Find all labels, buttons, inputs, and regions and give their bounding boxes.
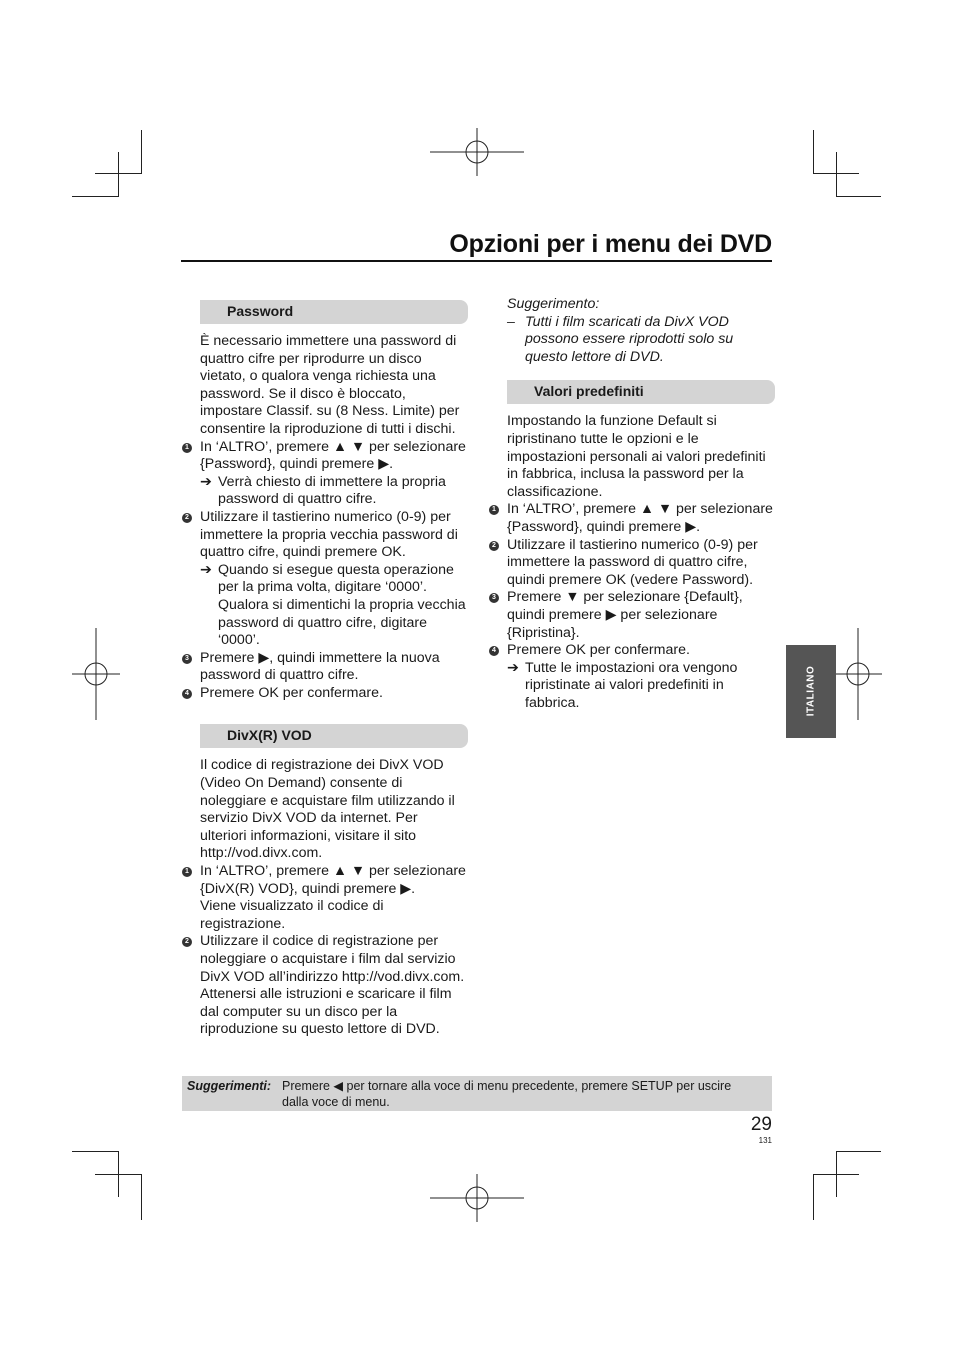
- section-header-password: Password: [200, 300, 468, 324]
- step-text: Premere OK per confermare.: [507, 642, 690, 659]
- result-text: Tutte le impostazioni ora vengono ripristinate ai valori predefiniti in fabbrica.: [525, 659, 738, 711]
- registration-mark-left: [72, 628, 120, 720]
- step-text: Utilizzare il tastierino numerico (0-9) per immettere la propria vecchia password di quattro cifre, quindi premere OK.: [200, 508, 458, 561]
- left-column: [182, 300, 468, 1039]
- tip-text: Tutti i film scaricati da DivX VOD possono essere riprodotti solo su questo lettore di DVD.: [525, 313, 734, 365]
- registration-mark-top: [430, 128, 524, 176]
- section-header-divx: DivX(R) VOD: [200, 724, 468, 748]
- divx-step-2: [182, 933, 468, 1039]
- arrow-right-icon: ➔: [200, 473, 212, 490]
- page-number: 29: [750, 1114, 772, 1135]
- tips-label: Suggerimenti:: [187, 1079, 272, 1093]
- defaults-step-3: [489, 589, 775, 642]
- divx-step-1: [182, 863, 468, 898]
- defaults-step-1: [489, 501, 775, 536]
- arrow-right-icon: ➔: [200, 561, 212, 578]
- step-text: Utilizzare il tastierino numerico (0-9) per immettere la password di quattro cifre, quindi premere OK (vedere Password).: [507, 536, 758, 588]
- password-step-4: [182, 685, 468, 703]
- title-rule: [181, 260, 772, 262]
- step-number-icon: 1: [182, 867, 192, 877]
- step-text: Premere ▶, quindi immettere la nuova password di quattro cifre.: [200, 649, 440, 684]
- step-text: Premere ▼ per selezionare {Default}, quindi premere ▶ per selezionare {Ripristina}.: [507, 589, 743, 641]
- tip-item: [489, 314, 775, 367]
- password-intro: È necessario immettere una password di quattro cifre per riprodurre un disco vietato, o qualora venga richiesta una password. Se il disco è bloccato, impostare Classif. su (8 Ness. Limite) per consentire la riproduzione di tutti i dischi.: [200, 333, 460, 437]
- step-number-icon: 4: [182, 689, 192, 699]
- language-tab-label: ITALIANO: [805, 665, 817, 717]
- password-step-2-result: [182, 562, 468, 650]
- right-column: [489, 296, 775, 712]
- defaults-intro: Impostando la funzione Default si ripristinano tutte le opzioni e le impostazioni personali ai valori predefiniti in fabbrica, inclusa la password per la classificazione.: [507, 413, 766, 500]
- step-text: Utilizzare il codice di registrazione per noleggiare o acquistare i film dal servizio DivX VOD all’indirizzo http://vod.divx.com. Attenersi alle istruzioni e scaricare il film dal computer su un disco per la riproduzione su questo lettore di DVD.: [200, 933, 465, 1038]
- result-text: Quando si esegue questa operazione per la prima volta, digitare ‘0000’. Qualora si dimentichi la propria vecchia password di quattro cifre, digitare ‘0000’.: [218, 561, 466, 649]
- step-number-icon: 1: [182, 443, 192, 453]
- arrow-right-icon: ➔: [507, 659, 519, 676]
- defaults-step-2: [489, 537, 775, 590]
- divx-intro: Il codice di registrazione dei DivX VOD (Video On Demand) consente di noleggiare e acquistare film utilizzando il servizio DivX VOD da internet. Per ulteriori informazioni, visitare il sito http://vod.divx.com.: [200, 757, 455, 862]
- step-text: In ‘ALTRO’, premere ▲ ▼ per selezionare {Password}, quindi premere ▶.: [507, 501, 773, 535]
- step-text: Premere OK per confermare.: [200, 684, 383, 701]
- page-title: Opzioni per i menu dei DVD: [449, 230, 772, 258]
- divx-step-1-note: Viene visualizzato il codice di registrazione.: [200, 898, 384, 932]
- tips-bar: [182, 1076, 772, 1111]
- step-number-icon: 2: [182, 937, 192, 947]
- language-tab: [786, 645, 836, 738]
- password-step-1-result: [182, 474, 468, 509]
- dash-glyph: –: [507, 313, 515, 330]
- step-number-icon: 4: [489, 646, 499, 656]
- defaults-step-4: [489, 642, 775, 660]
- section-header-defaults: Valori predefiniti: [507, 380, 775, 404]
- password-step-2: [182, 509, 468, 562]
- password-step-3: [182, 650, 468, 685]
- password-step-1: [182, 439, 468, 474]
- defaults-step-4-result: [489, 660, 775, 713]
- result-text: Verrà chiesto di immettere la propria password di quattro cifre.: [218, 473, 446, 508]
- step-number-icon: 3: [182, 654, 192, 664]
- tips-text: Premere ◀ per tornare alla voce di menu precedente, premere SETUP per uscire dalla voce di menu.: [282, 1079, 732, 1109]
- step-number-icon: 2: [489, 541, 499, 551]
- step-text: In ‘ALTRO’, premere ▲ ▼ per selezionare {DivX(R) VOD}, quindi premere ▶.: [200, 863, 466, 897]
- step-number-icon: 1: [489, 505, 499, 515]
- step-text: In ‘ALTRO’, premere ▲ ▼ per selezionare {Password}, quindi premere ▶.: [200, 438, 466, 473]
- registration-mark-bottom: [430, 1174, 524, 1222]
- registration-mark-right: [834, 628, 882, 720]
- tip-label: Suggerimento:: [507, 296, 600, 312]
- step-number-icon: 2: [182, 513, 192, 523]
- page-sub-number: 131: [758, 1136, 772, 1145]
- step-number-icon: 3: [489, 593, 499, 603]
